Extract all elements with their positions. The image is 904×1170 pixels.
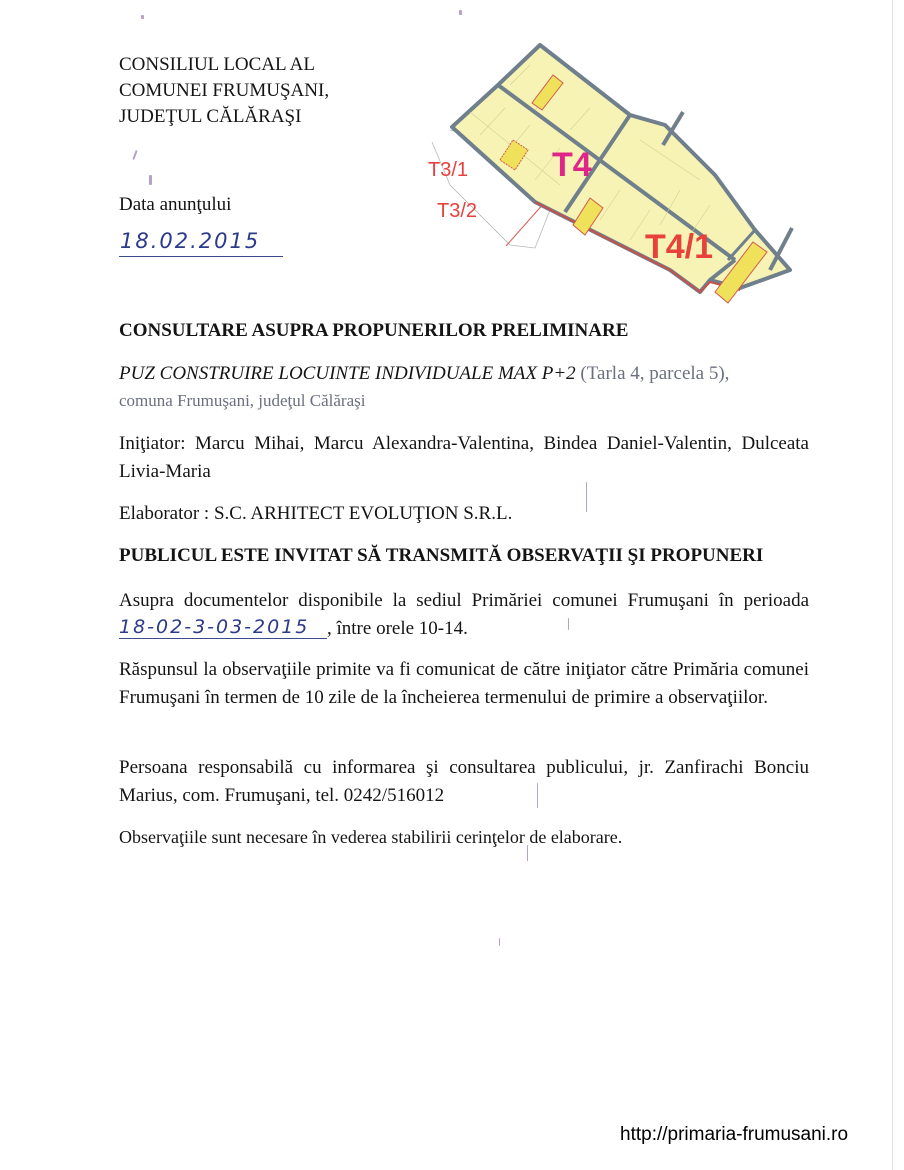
parcel-map: [410, 30, 840, 320]
issuer-line-1: CONSILIUL LOCAL AL: [119, 54, 315, 75]
issuer-header: [119, 52, 329, 130]
announcement-date-label: Data anunţului: [119, 194, 232, 215]
scan-mark: [459, 10, 462, 15]
issuer-line-2: COMUNEI FRUMUŞANI,: [119, 80, 330, 101]
invitation-title: PUBLICUL ESTE INVITAT SĂ TRANSMITĂ OBSERVAŢII ŞI PROPUNERI: [119, 545, 764, 566]
map-t4-block: [452, 45, 790, 292]
project-line: [119, 363, 729, 385]
scan-edge-line: [892, 0, 893, 1170]
consultation-title: CONSULTARE ASUPRA PROPUNERILOR PRELIMINARE: [119, 320, 629, 341]
response-paragraph: Răspunsul la observaţiile primite va fi comunicat de către iniţiator către Primăria comunei Frumuşani în termen de 10 zile de la încheierea termenului de primire a observaţiilor.: [119, 659, 809, 708]
project-name: PUZ CONSTRUIRE LOCUINTE INDIVIDUALE MAX P+2: [119, 363, 576, 384]
issuer-line-3: JUDEŢUL CĂLĂRAŞI: [119, 106, 302, 127]
map-label-t4: T4: [552, 146, 592, 184]
project-location-part1: (Tarla 4, parcela 5),: [575, 363, 730, 384]
note-paragraph: Observaţiile sunt necesare în vederea stabilirii cerinţelor de elaborare.: [119, 827, 623, 847]
map-label-t3-1: T3/1: [428, 159, 469, 181]
period-handwritten: 18-02-3-03-2015: [119, 616, 310, 638]
documents-paragraph: [119, 587, 809, 643]
map-t3-boundary: [506, 202, 545, 246]
elaborator-paragraph: Elaborator : S.C. ARHITECT EVOLUŢION S.R.L.: [119, 503, 513, 524]
footer-url-link[interactable]: http://primaria-frumusani.ro: [620, 1124, 849, 1145]
initiator-paragraph: Iniţiator: Marcu Mihai, Marcu Alexandra-Valentina, Bindea Daniel-Valentin, Dulceata Livia-Maria: [119, 433, 809, 482]
scan-mark: [141, 15, 144, 19]
announcement-date-handwritten: 18.02.2015: [120, 229, 261, 253]
announcement-date-underline: [119, 256, 283, 257]
map-label-t3-2: T3/2: [437, 200, 478, 222]
project-location-part2: comuna Frumuşani, judeţul Călăraşi: [119, 391, 366, 410]
documents-text: Asupra documentelor disponibile la sediul Primăriei comunei Frumuşani în perioada: [119, 590, 809, 611]
scan-mark: [499, 938, 500, 946]
period-field: [119, 617, 327, 639]
scan-mark: [132, 150, 137, 160]
scan-mark: [149, 175, 152, 185]
contact-paragraph: Persoana responsabilă cu informarea şi consultarea publicului, jr. Zanfirachi Bonciu Marius, com. Frumuşani, tel. 0242/516012: [119, 757, 809, 806]
documents-hours: , între orele 10-14.: [327, 618, 468, 639]
map-label-t4-1: T4/1: [645, 228, 714, 266]
